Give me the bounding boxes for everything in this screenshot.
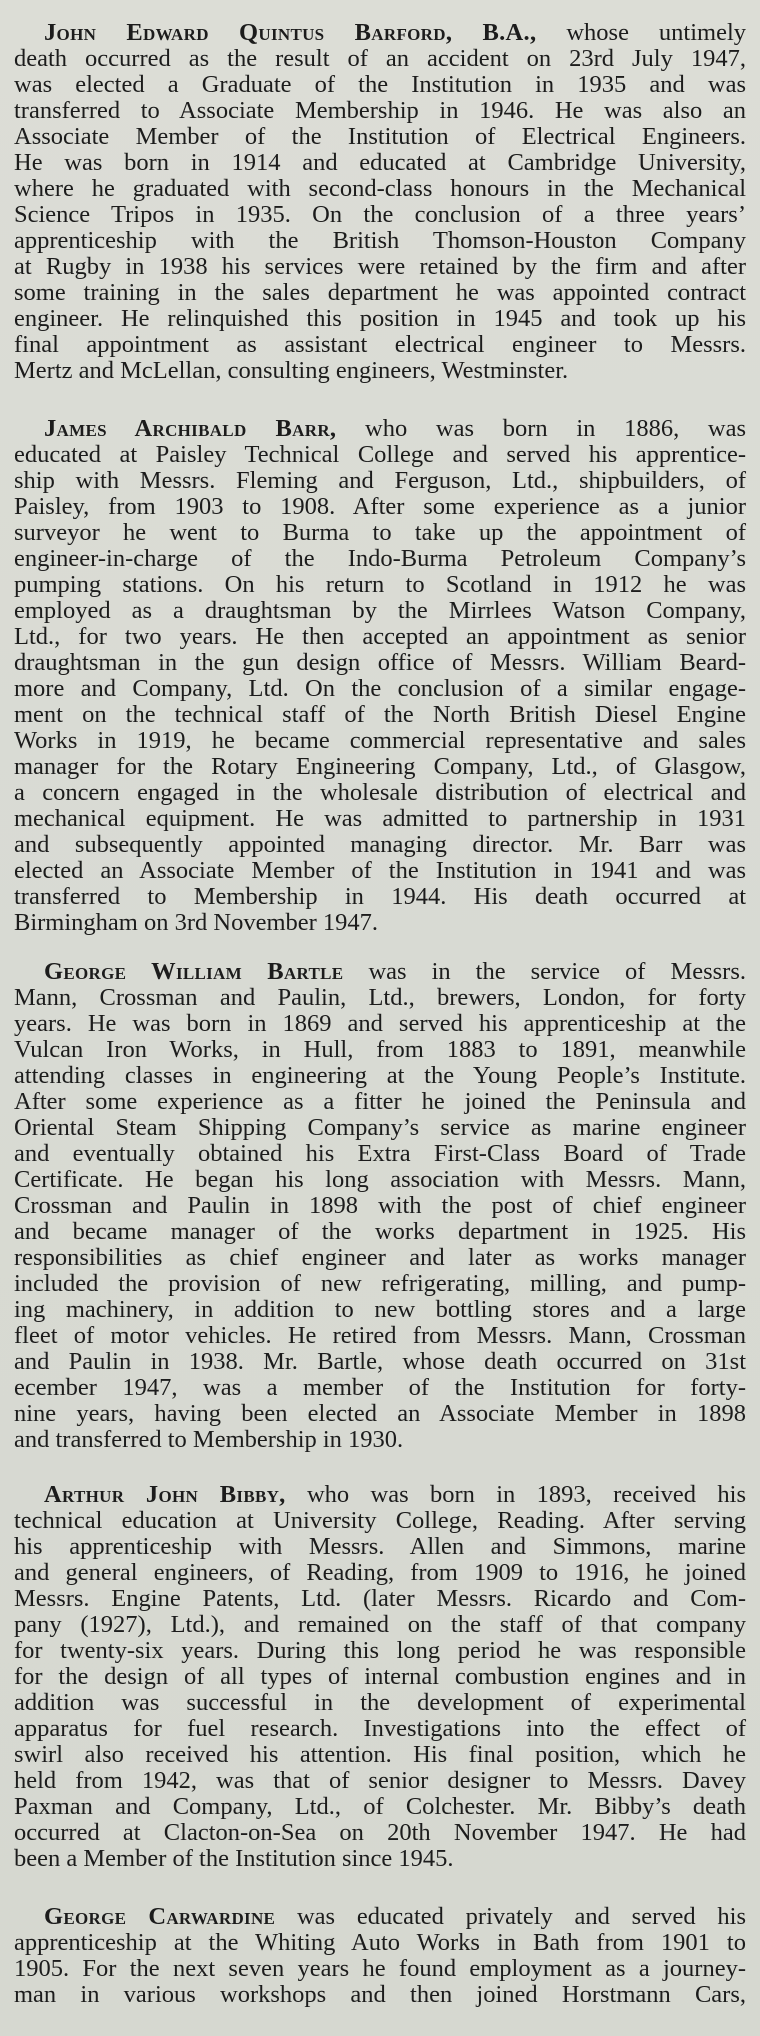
text-line: Science Tripos in 1935. On the conclusion of a three years’	[14, 201, 746, 228]
text-line: Paisley, from 1903 to 1908. After some experience as a junior	[14, 493, 746, 520]
text-line: been a Member of the Institution since 1945.	[14, 1845, 454, 1872]
text-line: death occurred as the result of an accident on 23rd July 1947,	[14, 45, 746, 72]
text-line: held from 1942, was that of senior designer to Messrs. Davey	[14, 1767, 746, 1794]
line-text: was in the service of Messrs.	[368, 958, 746, 985]
text-line: ecember 1947, was a member of the Institution for forty-	[14, 1374, 746, 1401]
text-line	[14, 20, 746, 46]
text-line: ment on the technical staff of the North British Diesel Engine	[14, 701, 746, 728]
text-line: engineer. He relinquished this position in 1945 and took up his	[14, 305, 746, 332]
text-line: Vulcan Iron Works, in Hull, from 1883 to 1891, meanwhile	[14, 1036, 746, 1063]
text-line: educated at Paisley Technical College and served his apprentice-	[14, 441, 746, 468]
text-line: pumping stations. On his return to Scotland in 1912 he was	[14, 571, 746, 598]
person-name: Arthur John Bibby,	[44, 1481, 286, 1508]
text-line	[14, 1482, 746, 1508]
text-line	[14, 1904, 746, 1930]
text-line: After some experience as a fitter he joined the Peninsula and	[14, 1088, 746, 1115]
text-line: a concern engaged in the wholesale distribution of electrical and	[14, 779, 746, 806]
text-line: Oriental Steam Shipping Company’s service as marine engineer	[14, 1114, 746, 1141]
text-line: manager for the Rotary Engineering Company, Ltd., of Glasgow,	[14, 753, 746, 780]
text-line: included the provision of new refrigerating, milling, and pump-	[14, 1270, 746, 1297]
text-line: final appointment as assistant electrical engineer to Messrs.	[14, 331, 746, 358]
text-line: ing machinery, in addition to new bottling stores and a large	[14, 1296, 746, 1323]
text-line: pany (1927), Ltd.), and remained on the staff of that company	[14, 1611, 746, 1638]
text-line: fleet of motor vehicles. He retired from Messrs. Mann, Crossman	[14, 1322, 746, 1349]
obituary-entry	[14, 959, 746, 1453]
text-line: and became manager of the works department in 1925. His	[14, 1218, 746, 1245]
obituary-entry	[14, 1482, 746, 1872]
text-line: Ltd., for two years. He then accepted an appointment as senior	[14, 623, 746, 650]
text-line: draughtsman in the gun design office of Messrs. William Beard-	[14, 649, 746, 676]
text-line: transferred to Membership in 1944. His death occurred at	[14, 883, 746, 910]
line-text: who was born in 1893, received his	[306, 1481, 747, 1508]
person-name: George William Bartle	[44, 958, 344, 985]
text-line: years. He was born in 1869 and served his apprenticeship at the	[14, 1010, 746, 1037]
line-text: who was born in 1886, was	[365, 415, 746, 442]
text-line	[14, 959, 746, 985]
text-line: where he graduated with second-class honours in the Mechanical	[14, 175, 746, 202]
person-name: John Edward Quintus Barford, B.A.,	[44, 19, 537, 46]
text-line: and Paulin in 1938. Mr. Bartle, whose death occurred on 31st	[14, 1348, 746, 1375]
obituary-entry	[14, 20, 746, 384]
text-line: and subsequently appointed managing director. Mr. Barr was	[14, 831, 746, 858]
text-line: Associate Member of the Institution of Electrical Engineers.	[14, 123, 746, 150]
text-line: Works in 1919, he became commercial representative and sales	[14, 727, 746, 754]
text-line: apparatus for fuel research. Investigations into the effect of	[14, 1715, 746, 1742]
text-line: was elected a Graduate of the Institution in 1935 and was	[14, 71, 746, 98]
text-line: Mertz and McLellan, consulting engineers, Westminster.	[14, 357, 569, 384]
text-line	[14, 416, 746, 442]
text-line: Messrs. Engine Patents, Ltd. (later Messrs. Ricardo and Com-	[14, 1585, 746, 1612]
person-name: James Archibald Barr,	[44, 415, 337, 442]
text-line: for twenty-six years. During this long period he was responsible	[14, 1637, 746, 1664]
text-line: Paxman and Company, Ltd., of Colchester. Mr. Bibby’s death	[14, 1793, 746, 1820]
text-line: employed as a draughtsman by the Mirrlees Watson Company,	[14, 597, 746, 624]
text-line: Mann, Crossman and Paulin, Ltd., brewers, London, for forty	[14, 984, 746, 1011]
text-line: Birmingham on 3rd November 1947.	[14, 909, 379, 936]
text-line: occurred at Clacton-on-Sea on 20th November 1947. He had	[14, 1819, 746, 1846]
text-line: technical education at University College, Reading. After serving	[14, 1507, 746, 1534]
text-line: some training in the sales department he was appointed contract	[14, 279, 746, 306]
text-line: nine years, having been elected an Associate Member in 1898	[14, 1400, 746, 1427]
text-line: his apprenticeship with Messrs. Allen and Simmons, marine	[14, 1533, 746, 1560]
text-line: 1905. For the next seven years he found employment as a journey-	[14, 1955, 746, 1982]
line-text: was educated privately and served his	[296, 1903, 746, 1930]
text-line: He was born in 1914 and educated at Cambridge University,	[14, 149, 746, 176]
text-line: at Rugby in 1938 his services were retained by the firm and after	[14, 253, 746, 280]
text-line: addition was successful in the development of experimental	[14, 1689, 746, 1716]
text-line: ship with Messrs. Fleming and Ferguson, Ltd., shipbuilders, of	[14, 467, 746, 494]
line-text: whose untimely	[566, 19, 747, 46]
text-line: for the design of all types of internal combustion engines and in	[14, 1663, 746, 1690]
text-line: apprenticeship with the British Thomson-Houston Company	[14, 227, 746, 254]
text-line: elected an Associate Member of the Institution in 1941 and was	[14, 857, 746, 884]
text-line: Crossman and Paulin in 1898 with the post of chief engineer	[14, 1192, 746, 1219]
text-line: responsibilities as chief engineer and later as works manager	[14, 1244, 746, 1271]
obituary-entry	[14, 1904, 746, 2008]
text-line: and transferred to Membership in 1930.	[14, 1426, 404, 1453]
text-line: swirl also received his attention. His final position, which he	[14, 1741, 746, 1768]
text-line: Certificate. He began his long association with Messrs. Mann,	[14, 1166, 746, 1193]
text-line: and eventually obtained his Extra First-Class Board of Trade	[14, 1140, 746, 1167]
text-line: surveyor he went to Burma to take up the appointment of	[14, 519, 746, 546]
text-line: man in various workshops and then joined Horstmann Cars,	[14, 1981, 746, 2008]
text-line: and general engineers, of Reading, from 1909 to 1916, he joined	[14, 1559, 746, 1586]
text-line: more and Company, Ltd. On the conclusion of a similar engage-	[14, 675, 746, 702]
person-name: George Carwardine	[44, 1903, 276, 1930]
text-line: mechanical equipment. He was admitted to partnership in 1931	[14, 805, 746, 832]
text-line: apprenticeship at the Whiting Auto Works in Bath from 1901 to	[14, 1929, 746, 1956]
obituary-entry	[14, 416, 746, 936]
text-line: transferred to Associate Membership in 1946. He was also an	[14, 97, 746, 124]
text-line: attending classes in engineering at the Young People’s Institute.	[14, 1062, 746, 1089]
text-line: engineer-in-charge of the Indo-Burma Petroleum Company’s	[14, 545, 746, 572]
